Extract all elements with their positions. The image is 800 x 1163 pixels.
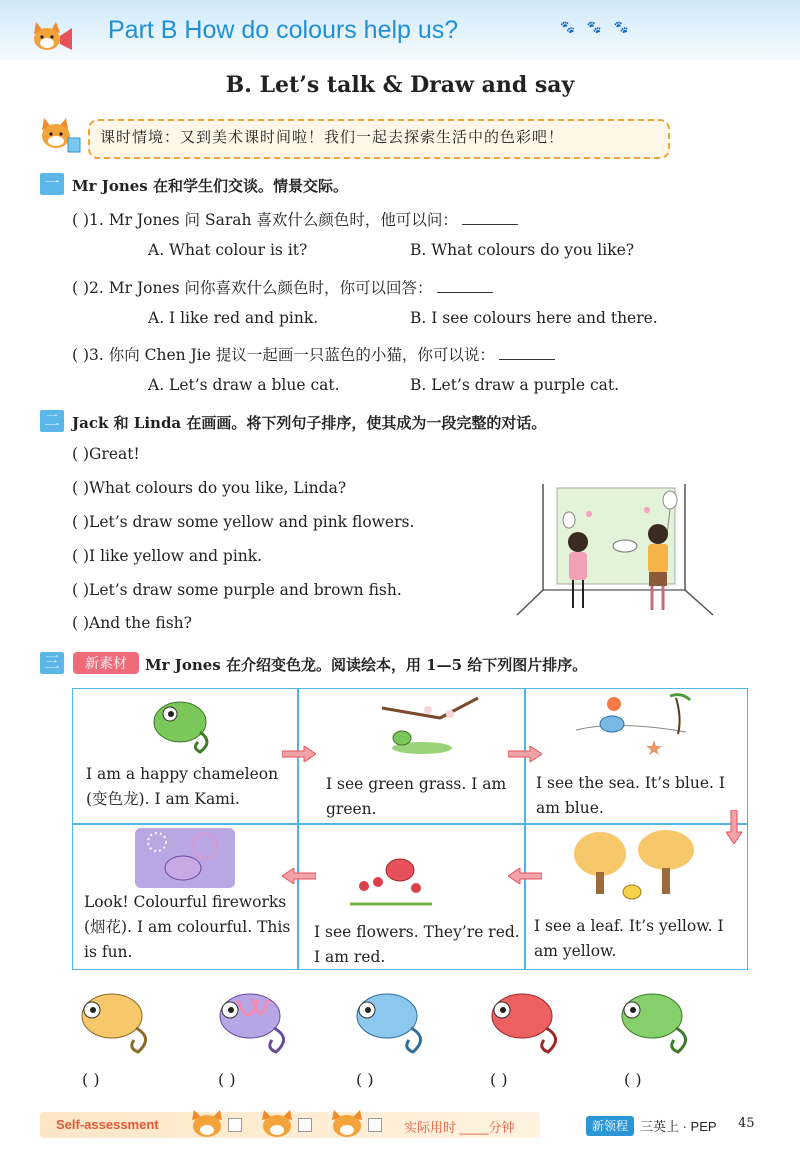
grade-label: 三英上 · PEP xyxy=(640,1119,717,1134)
fox-megaphone-icon xyxy=(32,18,74,54)
option-b: B. What colours do you like? xyxy=(410,241,635,259)
page-number: 45 xyxy=(738,1116,755,1131)
sea-picture xyxy=(568,690,698,756)
grid-divider xyxy=(72,823,748,825)
paw-prints-decoration: 🐾 🐾 🐾 xyxy=(560,20,633,34)
fireworks-picture xyxy=(135,828,235,888)
question-text: ( )1. Mr Jones 问 Sarah 喜欢什么颜色时，他可以问： xyxy=(72,211,458,229)
dialogue-line[interactable]: ( )And the fish? xyxy=(72,614,192,632)
yellow-chameleon-picture xyxy=(70,986,160,1056)
arrow-left-icon xyxy=(282,868,316,884)
answer-line[interactable] xyxy=(437,292,493,293)
dialogue-line[interactable]: ( )Great! xyxy=(72,445,140,463)
answer-blank[interactable]: ( ) xyxy=(82,1070,100,1089)
option-a: A. Let’s draw a blue cat. xyxy=(148,376,340,394)
arrow-right-icon xyxy=(282,746,316,762)
panel-text: I am a happy chameleon (变色龙). I am Kami. xyxy=(86,765,279,808)
section-number-badge: 一 xyxy=(40,173,64,195)
answer-line[interactable] xyxy=(462,224,518,225)
dialogue-line[interactable]: ( )I like yellow and pink. xyxy=(72,547,263,565)
dialogue-line[interactable]: ( )Let’s draw some yellow and pink flowers. xyxy=(72,513,415,531)
answer-blank[interactable]: ( ) xyxy=(490,1070,508,1089)
section-title: Mr Jones 在介绍变色龙。阅读绘本，用 1—5 给下列图片排序。 xyxy=(145,656,588,674)
section-title: Mr Jones 在和学生们交谈。情景交际。 xyxy=(72,177,348,195)
panel-text: Look! Colourful fireworks (烟花). I am colourful. This is fun. xyxy=(84,893,291,961)
rating-checkbox[interactable] xyxy=(298,1118,312,1132)
lesson-heading: B. Let’s talk & Draw and say xyxy=(225,72,575,98)
question-1 xyxy=(72,208,518,230)
dialogue-line[interactable]: ( )Let’s draw some purple and brown fish. xyxy=(72,581,402,599)
fox-face-icon xyxy=(330,1108,364,1138)
panel-text: I see a leaf. It’s yellow. I am yellow. xyxy=(534,917,724,960)
fox-face-icon xyxy=(190,1108,224,1138)
question-3 xyxy=(72,343,555,365)
blue-chameleon-picture xyxy=(345,986,435,1056)
context-text: 课时情境：又到美术课时间啦！我们一起去探索生活中的色彩吧！ xyxy=(100,128,565,146)
red-flowers-picture xyxy=(340,852,440,908)
grass-branch-picture xyxy=(380,694,480,756)
question-text: ( )3. 你向 Chen Jie 提议一起画一只蓝色的小猫，你可以说： xyxy=(72,346,495,364)
new-material-tag: 新素材 xyxy=(73,652,139,674)
panel-text: I see flowers. They’re red. I am red. xyxy=(314,923,520,966)
kids-painting-illustration xyxy=(515,480,715,620)
arrow-right-icon xyxy=(508,746,542,762)
option-b: B. Let’s draw a purple cat. xyxy=(410,376,620,394)
question-text: ( )2. Mr Jones 问你喜欢什么颜色时，你可以回答： xyxy=(72,279,433,297)
option-b: B. I see colours here and there. xyxy=(410,309,658,327)
section-title: Jack 和 Linda 在画画。将下列句子排序，使其成为一段完整的对话。 xyxy=(72,414,547,432)
answer-blank[interactable]: ( ) xyxy=(356,1070,374,1089)
grid-divider xyxy=(297,688,299,970)
dialogue-line[interactable]: ( )What colours do you like, Linda? xyxy=(72,479,347,497)
section-number-badge: 二 xyxy=(40,410,64,432)
time-used-field[interactable]: 实际用时 ____分钟 xyxy=(404,1120,515,1135)
question-2 xyxy=(72,276,493,298)
brand-badge: 新领程 xyxy=(586,1116,634,1136)
self-assessment-label: Self-assessment xyxy=(56,1117,159,1132)
option-a: A. I like red and pink. xyxy=(148,309,319,327)
arrow-down-icon xyxy=(726,810,742,844)
panel-text: I see green grass. I am green. xyxy=(326,775,507,818)
green-chameleon-picture xyxy=(610,986,700,1056)
red-chameleon-picture xyxy=(480,986,570,1056)
section-number-badge: 三 xyxy=(40,652,64,674)
answer-line[interactable] xyxy=(499,359,555,360)
panel-text: I see the sea. It’s blue. I am blue. xyxy=(536,774,725,817)
green-chameleon-picture xyxy=(140,692,220,756)
colourful-chameleon-picture xyxy=(208,986,298,1056)
page-title: Part B How do colours help us? xyxy=(108,16,459,44)
rating-checkbox[interactable] xyxy=(368,1118,382,1132)
rating-checkbox[interactable] xyxy=(228,1118,242,1132)
option-a: A. What colour is it? xyxy=(148,241,308,259)
fox-painter-icon xyxy=(38,112,82,156)
answer-blank[interactable]: ( ) xyxy=(624,1070,642,1089)
arrow-left-icon xyxy=(508,868,542,884)
fox-face-icon xyxy=(260,1108,294,1138)
answer-blank[interactable]: ( ) xyxy=(218,1070,236,1089)
grid-divider xyxy=(524,688,526,970)
yellow-leaf-picture xyxy=(570,828,700,902)
